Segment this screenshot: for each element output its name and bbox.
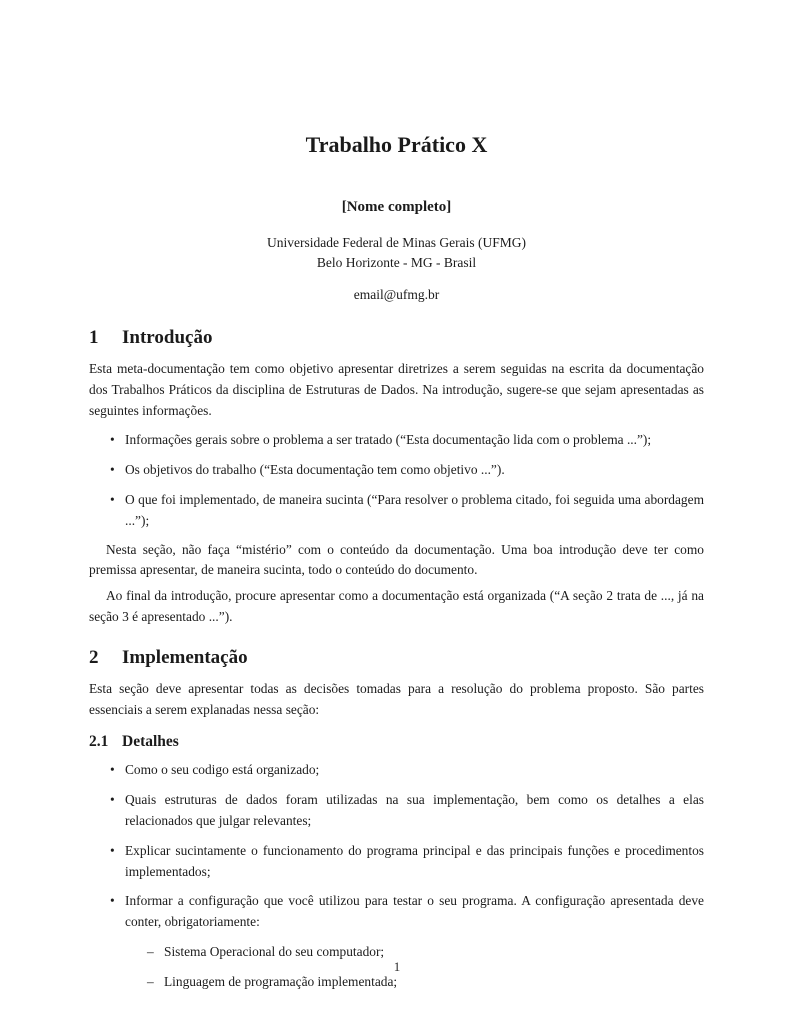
bullet-marker-icon: • xyxy=(110,762,115,778)
sub-bullet-text: Sistema Operacional do seu computador; xyxy=(164,943,385,959)
section-1-paragraph-1: Esta meta-documentação tem como objetivo apresentar diretrizes a serem seguidas na escrita da documentação dos Trabalhos Práticos da disciplina de Estruturas de Dados. Na introdução, sugere-se que sejam apresentadas as seguintes informações. xyxy=(89,361,704,418)
bullet-text: Quais estruturas de dados foram utilizadas na sua implementação, bem como os detalhes a elas relacionados que julgar relevantes; xyxy=(125,792,704,828)
bullet-text: Como o seu codigo está organizado; xyxy=(125,762,320,778)
bullet-item xyxy=(110,460,704,481)
bullet-marker-icon: • xyxy=(110,842,115,858)
section-2-paragraph-1: Esta seção deve apresentar todas as decisões tomadas para a resolução do problema proposto. São partes essenciais a serem explanadas nessa seção: xyxy=(89,680,704,717)
bullet-marker-icon: • xyxy=(110,462,115,478)
section-1-paragraph-3: Ao final da introdução, procure apresentar como a documentação está organizada (“A seção 2 trata de ..., já na seção 3 é apresentado ...”). xyxy=(89,588,704,624)
dash-marker-icon: – xyxy=(147,973,154,989)
doc-title: Trabalho Prático X xyxy=(305,132,488,157)
section-1-title: Introdução xyxy=(122,327,213,348)
subsection-2-1-heading xyxy=(89,732,704,751)
doc-email: email@ufmg.br xyxy=(353,287,440,302)
section-2-title: Implementação xyxy=(122,646,248,668)
subsection-2-1-title: Detalhes xyxy=(122,733,179,751)
affiliation-line-2: Belo Horizonte - MG - Brasil xyxy=(316,255,477,270)
bullet-item xyxy=(110,490,704,532)
section-1-number: 1 xyxy=(89,327,99,348)
subsection-2-1-bullet-list xyxy=(89,760,704,992)
section-2-heading xyxy=(89,646,704,670)
bullet-marker-icon: • xyxy=(110,792,115,808)
doc-affiliation xyxy=(89,233,704,273)
affiliation-line-1: Universidade Federal de Minas Gerais (UFMG) xyxy=(266,235,527,250)
bullet-item xyxy=(110,841,704,883)
section-1-heading xyxy=(89,326,704,350)
bullet-item xyxy=(110,790,704,832)
bullet-text: Informar a configuração que você utilizou para testar o seu programa. A configuração apresentada deve conter, obrigatoriamente: xyxy=(125,893,704,930)
bullet-text: Informações gerais sobre o problema a ser tratado (“Esta documentação lida com o problema ...”); xyxy=(125,432,652,448)
page-number: 1 xyxy=(393,959,401,974)
section-2-number: 2 xyxy=(89,646,99,668)
bullet-marker-icon: • xyxy=(110,491,115,507)
doc-author: [Nome completo] xyxy=(341,199,452,215)
bullet-text: Os objetivos do trabalho (“Esta documentação tem como objetivo ...”). xyxy=(125,462,505,478)
bullet-item xyxy=(110,430,704,451)
sub-bullet-text: Linguagem de programação implementada; xyxy=(164,973,398,989)
section-1-paragraph-2: Nesta seção, não faça “mistério” com o conteúdo da documentação. Uma boa introdução deve ter como premissa apresentar, de maneira sucinta, todo o conteúdo do documento. xyxy=(89,541,704,578)
bullet-marker-icon: • xyxy=(110,893,115,909)
bullet-marker-icon: • xyxy=(110,432,115,448)
bullet-text: Explicar sucintamente o funcionamento do programa principal e das principais funções e procedimentos implementados; xyxy=(125,842,704,879)
bullet-item xyxy=(110,760,704,781)
bullet-item xyxy=(110,891,704,992)
section-1-bullet-list xyxy=(89,430,704,531)
dash-marker-icon: – xyxy=(147,943,154,959)
subsection-2-1-number: 2.1 xyxy=(89,733,109,751)
bullet-text: O que foi implementado, de maneira sucinta (“Para resolver o problema citado, foi seguida uma abordagem ...”); xyxy=(125,491,704,528)
